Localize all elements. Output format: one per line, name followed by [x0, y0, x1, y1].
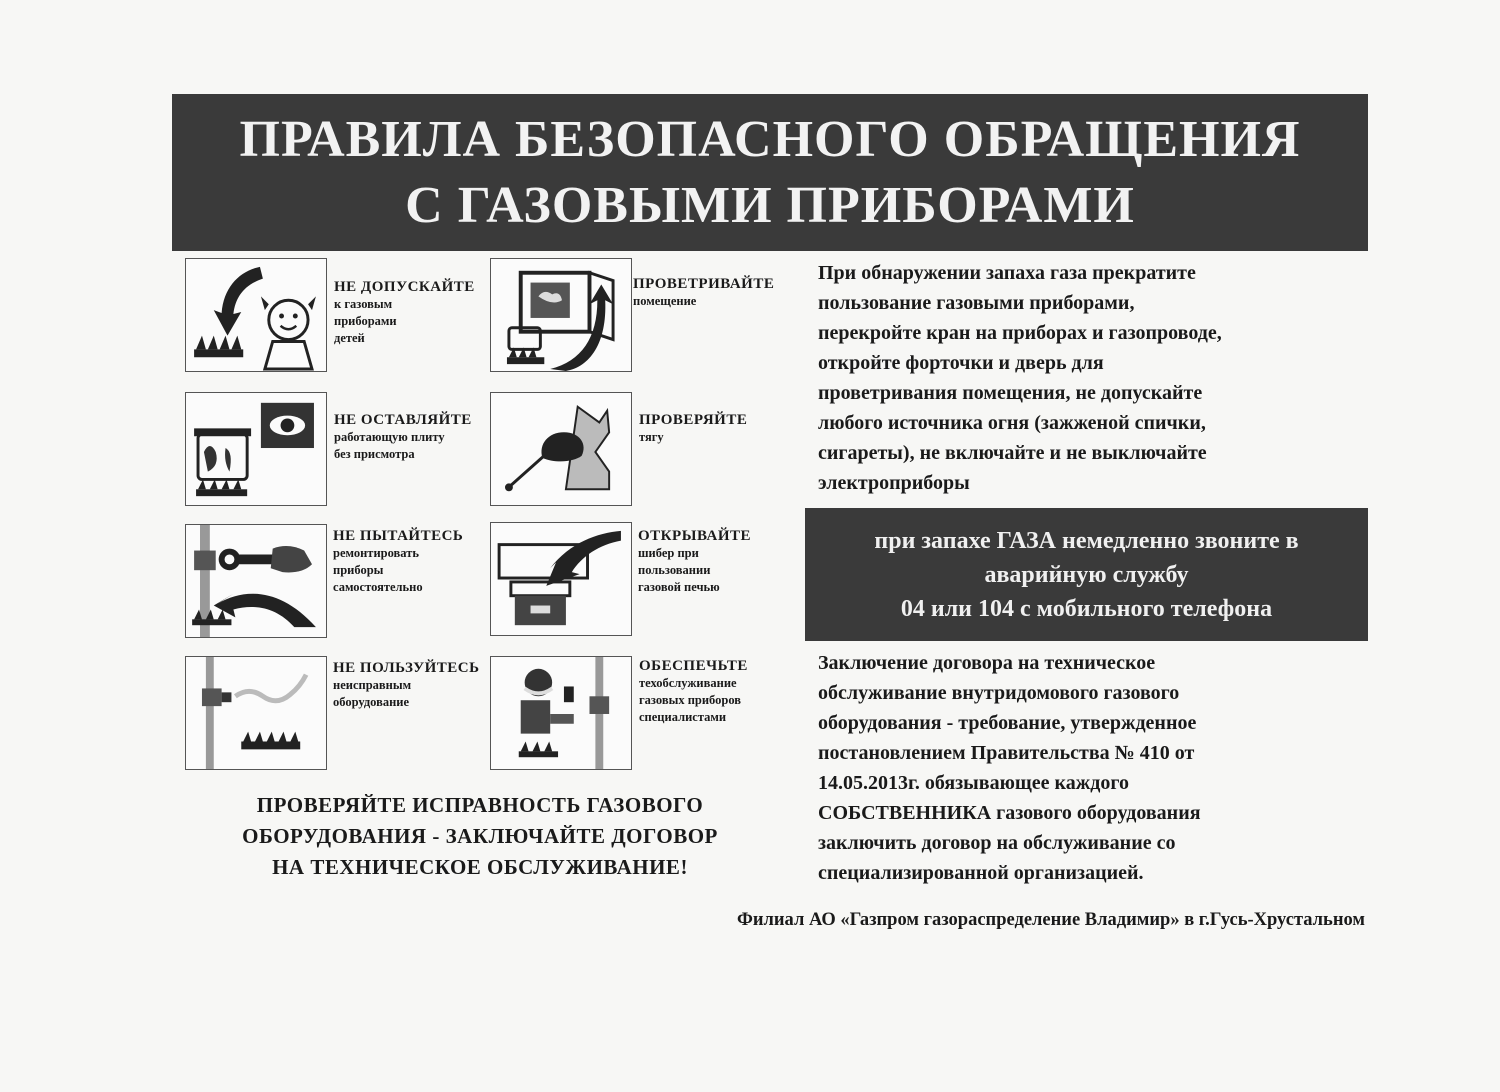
rule-1-head: НЕ ДОПУСКАЙТЕ: [334, 279, 475, 295]
rule-6-line: газовой печью: [638, 580, 720, 594]
repair-wrench-icon: [185, 524, 327, 638]
rule-2-line: помещение: [633, 294, 697, 308]
rule-5-line: ремонтировать: [333, 546, 419, 560]
rule-3-line: без присмотра: [334, 447, 415, 461]
footer-line: ПРОВЕРЯЙТЕ ИСПРАВНОСТЬ ГАЗОВОГО: [256, 793, 704, 817]
title-line-1: ПРАВИЛА БЕЗОПАСНОГО ОБРАЩЕНИЯ: [239, 110, 1301, 168]
rule-5-line: приборы: [333, 563, 384, 577]
poster-title: [172, 94, 1368, 251]
faulty-equipment-icon: [185, 656, 327, 770]
damper-icon: [490, 522, 632, 636]
title-line-2: С ГАЗОВЫМИ ПРИБОРАМИ: [405, 176, 1135, 234]
contract-line: постановлением Правительства № 410 от: [818, 742, 1195, 764]
ventilate-icon: [490, 258, 632, 372]
rule-4-head: ПРОВЕРЯЙТЕ: [639, 412, 748, 428]
instruction-line: электроприборы: [818, 472, 970, 494]
contract-requirement-note: [818, 648, 1338, 888]
rule-4: [639, 412, 747, 446]
rule-2: [633, 276, 774, 310]
maintenance-icon: [490, 656, 632, 770]
child-stove-icon: [185, 258, 327, 372]
branch-signature: Филиал АО «Газпром газораспределение Владимир» в г.Гусь-Хрустальном: [736, 910, 1365, 930]
contract-line: 14.05.2013г. обязывающее каждого: [818, 772, 1129, 794]
draft-check-icon: [490, 392, 632, 506]
rule-1-line: приборами: [334, 314, 397, 328]
instruction-line: любого источника огня (зажженой спички,: [818, 412, 1206, 434]
rule-1-line: к газовым: [334, 297, 393, 311]
rule-1: [334, 279, 475, 347]
rule-3-line: работающую плиту: [334, 430, 445, 444]
rule-7: [333, 660, 480, 711]
rule-7-head: НЕ ПОЛЬЗУЙТЕСЬ: [333, 660, 480, 676]
emergency-phone-numbers: 04 или 104 с мобильного телефона: [900, 595, 1273, 622]
rule-6: [638, 528, 751, 596]
rule-7-line: оборудование: [333, 695, 410, 709]
rule-6-line: пользовании: [638, 563, 711, 577]
contract-line: Заключение договора на техническое: [818, 652, 1156, 674]
instruction-line: пользование газовыми приборами,: [818, 292, 1135, 314]
rule-4-line: тягу: [639, 430, 664, 444]
rule-5: [333, 528, 463, 596]
footer-line: НА ТЕХНИЧЕСКОЕ ОБСЛУЖИВАНИЕ!: [272, 855, 688, 879]
emergency-line: аварийную службу: [984, 561, 1189, 588]
footer-line: ОБОРУДОВАНИЯ - ЗАКЛЮЧАЙТЕ ДОГОВОР: [242, 824, 718, 848]
rule-3-head: НЕ ОСТАВЛЯЙТЕ: [334, 412, 472, 428]
rule-1-line: детей: [334, 331, 365, 345]
rule-7-line: неисправным: [333, 678, 412, 692]
rule-3: [334, 412, 472, 463]
rule-8: [639, 658, 748, 726]
instruction-line: сигареты), не включайте и не выключайте: [818, 442, 1207, 464]
rule-5-head: НЕ ПЫТАЙТЕСЬ: [333, 528, 464, 544]
inspection-call-to-action: [190, 790, 770, 883]
contract-line: обслуживание внутридомового газового: [818, 682, 1180, 704]
instruction-line: проветривания помещения, не допускайте: [818, 382, 1203, 404]
emergency-call-box: [805, 508, 1368, 641]
rule-2-head: ПРОВЕТРИВАЙТЕ: [633, 276, 775, 292]
instruction-line: перекройте кран на приборах и газопроводе,: [818, 322, 1222, 344]
contract-line: оборудования - требование, утвержденное: [818, 712, 1197, 734]
rule-8-line: газовых приборов: [639, 693, 742, 707]
contract-line: СОБСТВЕННИКА газового оборудования: [818, 802, 1201, 824]
rule-8-head: ОБЕСПЕЧЬТЕ: [639, 658, 748, 674]
gas-smell-instructions: [818, 258, 1338, 498]
rule-8-line: специалистами: [639, 710, 727, 724]
rule-5-line: самостоятельно: [333, 580, 423, 594]
rule-6-line: шибер при: [638, 546, 699, 560]
contract-line: специализированной организацией.: [818, 862, 1144, 884]
instruction-line: При обнаружении запаха газа прекратите: [818, 262, 1196, 284]
emergency-line: при запахе ГАЗА немедленно звоните в: [874, 527, 1299, 554]
contract-line: заключить договор на обслуживание со: [818, 832, 1176, 854]
instruction-line: откройте форточки и дверь для: [818, 352, 1104, 374]
rule-8-line: техобслуживание: [639, 676, 737, 690]
rule-6-head: ОТКРЫВАЙТЕ: [638, 528, 752, 544]
unattended-stove-icon: [185, 392, 327, 506]
